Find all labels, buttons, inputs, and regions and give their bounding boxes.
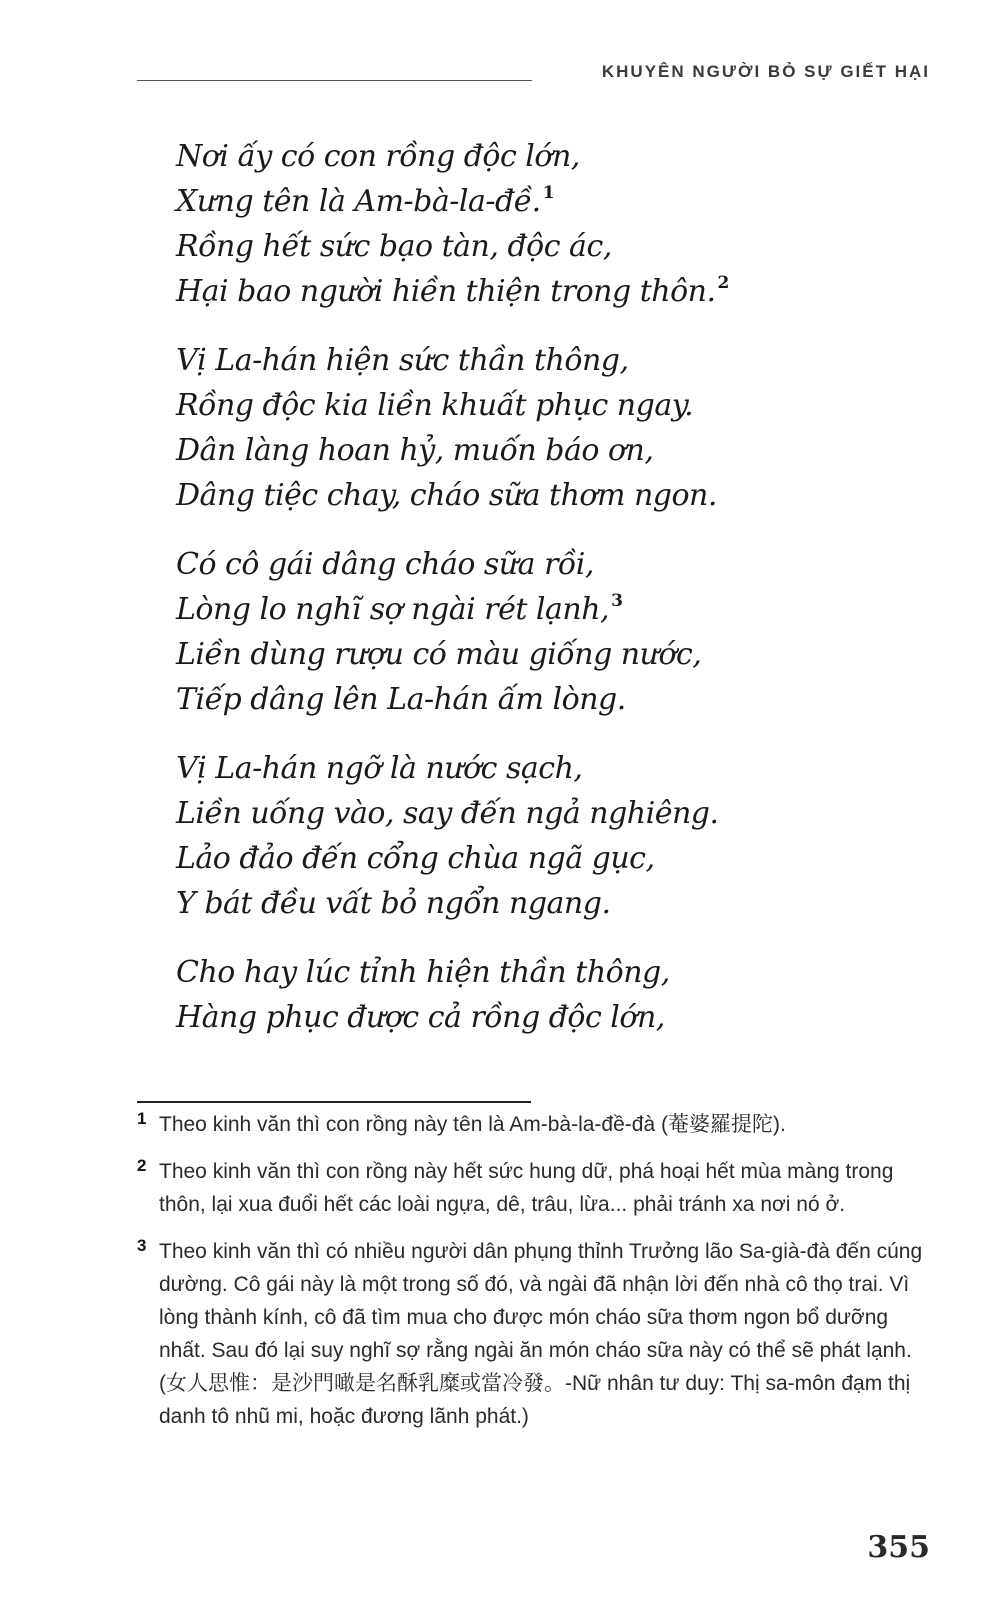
verse-line: Lảo đảo đến cổng chùa ngã gục, [176, 841, 655, 876]
footnote [137, 1108, 927, 1141]
verse-line: Dân làng hoan hỷ, muốn báo ơn, [176, 433, 654, 468]
footnote-ref[interactable]: 3 [611, 591, 623, 611]
stanza [176, 134, 876, 314]
verse-line: Y bát đều vất bỏ ngổn ngang. [176, 886, 611, 921]
verse-line: Lòng lo nghĩ sợ ngài rét lạnh, $^3$ [176, 591, 623, 627]
stanza [176, 542, 876, 722]
verse-line: Có cô gái dâng cháo sữa rồi, [176, 547, 594, 582]
footnote-number: 3 [137, 1236, 147, 1255]
verse-line: Xưng tên là Am-bà-la-đề. $^1$ [176, 183, 555, 219]
footnote-number: 1 [137, 1109, 147, 1128]
stanza [176, 338, 876, 518]
poem [176, 134, 876, 1064]
footnote [137, 1155, 927, 1221]
footnote-ref[interactable]: 2 [717, 273, 729, 293]
footnote [137, 1235, 927, 1433]
verse-line: Nơi ấy có con rồng độc lớn, [176, 139, 580, 174]
running-head: KHUYÊN NGƯỜI BỎ SỰ GIẾT HẠI [601, 62, 930, 81]
stanza [176, 746, 876, 926]
verse-line: Liền dùng rượu có màu giống nước, [176, 637, 702, 672]
verse-line: Vị La-hán hiện sức thần thông, [176, 343, 629, 378]
footnote-text: Theo kinh văn thì có nhiều người dân phụng thỉnh Trưởng lão Sa-già-đà đến cúng dường. Cô gái này là một trong số đó, và ngài đã nhận lời đến nhà cô thọ trai. Vì lòng thành kính, cô đã tìm mua cho được món cháo sữa thơm ngon bổ dưỡng nhất. Sau đó lại suy nghĩ sợ rằng ngài ăn món cháo sữa này có thể sẽ phát lạnh. (女人思惟：是沙門噉是名酥乳糜或當冷發。-Nữ nhân tư duy: Thị sa-môn đạm thị danh tô nhũ mi, hoặc đương lãnh phát.) [159, 1240, 923, 1428]
header-rule [137, 80, 532, 81]
verse-line: Dâng tiệc chay, cháo sữa thơm ngon. [176, 478, 717, 513]
verse-line: Cho hay lúc tỉnh hiện thần thông, [176, 955, 670, 990]
footnotes [137, 1108, 927, 1447]
footnote-number: 2 [137, 1156, 147, 1175]
stanza [176, 950, 876, 1040]
footnote-ref[interactable]: 1 [542, 183, 555, 203]
verse-line: Vị La-hán ngỡ là nước sạch, [176, 751, 583, 786]
verse-line: Hàng phục được cả rồng độc lớn, [176, 1000, 665, 1035]
footnote-text: Theo kinh văn thì con rồng này hết sức hung dữ, phá hoại hết mùa màng trong thôn, lại xua đuổi hết các loài ngựa, dê, trâu, lừa... phải tránh xa nơi nó ở. [159, 1160, 894, 1216]
verse-line: Liền uống vào, say đến ngả nghiêng. [176, 796, 719, 831]
footnote-rule [137, 1101, 531, 1103]
verse-line: Rồng độc kia liền khuất phục ngay. [176, 388, 694, 423]
footnote-text: Theo kinh văn thì con rồng này tên là Am-bà-la-đề-đà (菴婆羅提陀). [159, 1113, 786, 1136]
verse-line: Hại bao người hiền thiện trong thôn. $^2$ [176, 273, 729, 309]
verse-line: Tiếp dâng lên La-hán ấm lòng. [176, 682, 626, 717]
verse-line: Rồng hết sức bạo tàn, độc ác, [176, 229, 612, 264]
page-number: 355 [867, 1530, 930, 1565]
